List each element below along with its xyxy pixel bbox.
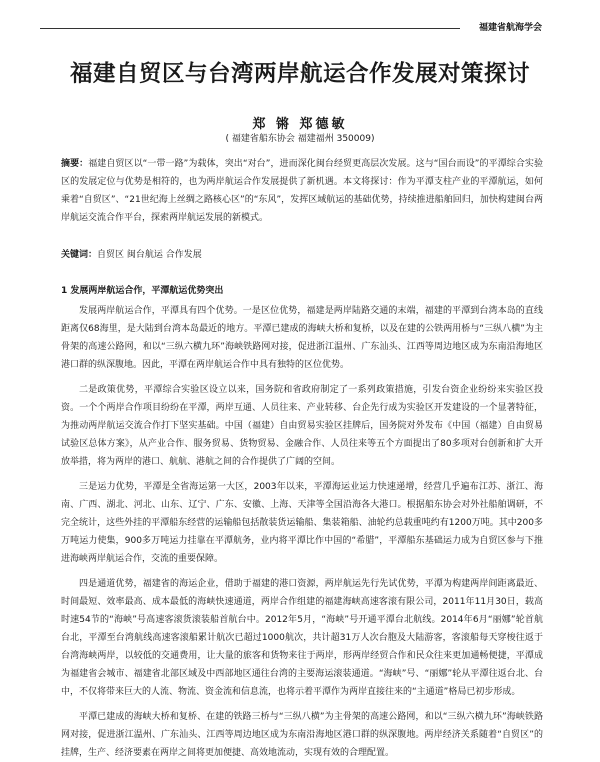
section-heading: 1 发展两岸航运合作，平潭航运优势突出 <box>61 286 224 296</box>
header-rule <box>40 28 460 29</box>
paragraph: 发展两岸航运合作，平潭具有四个优势。一是区位优势，福建是两岸陆路交通的末端，福建的平潭到台湾本岛的直线距离仅68海里，是大陆到台湾本岛最近的地方。平潭已建成的海峡大桥和复桥，以及在建的公铁两用桥与“三纵八横”为主骨架的高速公路网，和以“三纵六横九环”海峡铁路网对接，促进浙江温州、广东汕头、江西等周边地区成为东南沿海地区港口群的纵深腹地。因此，平潭在两岸航运合作中具有独特的区位优势。 <box>61 306 543 370</box>
paragraph: 三是运力优势，平潭是全省海运第一大区，2003年以来，平潭海运业运力快速递增，经营几乎遍布江苏、浙江、海南、广西、湖北、河北、山东、辽宁、广东、安徽、上海、天津等全国沿海各大港口。根据船东协会对外社船舶调研，不完全统计，这些外挂的平潭船东经营的运输船包括散装货运输船、集装箱船、油轮约总载重吨约有1200万吨。其中200多万吨运力使集，900多万吨运力挂靠在平潭航务，业内将平潭比作中国的“希腊”，平潭船东基础运力成为自贸区参与下推进海峡两岸航运合作，交流的重要保障。 <box>61 482 543 564</box>
paragraph: 二是政策优势，平潭综合实验区设立以来，国务院和省政府制定了一系列政策措施，引发台资企业纷纷来实验区投资。一个个两岸合作项目纷纷在平潭，两岸互通、人员往来、产业转移、台企先行成为实验区开发建设的一个显著特征，为推动两岸航运交流合作打下坚实基础。中国（福建）自由贸易实验区挂牌后，国务院对外发布《中国（福建）自由贸易试验区总体方案》，从产业合作、服务贸易、货物贸易、金融合作、人员往来等五个方面提出了80多项对台创新和扩大开放举措，将为两岸的港口、航航、港航之间的合作提供了广阔的空间。 <box>61 385 543 467</box>
abstract-text: 福建自贸区以“一带一路”为载体，突出“对台”，进而深化闽台经贸更高层次发展。这与“国台而设”的平潭综合实验区的发展定位与优势是相符的，也为两岸航运合作发展提供了新机遇。本文将探讨：作为平潭支柱产业的平潭航运，如何乘着“自贸区”、“21世纪海上丝绸之路核心区”的“东风”，发挥区域航运的基础优势，持续推进船舶回归，加快构建闽台两岸航运交流合作平台，探索两岸航运发展的新模式。 <box>61 159 543 223</box>
keywords-text: 自贸区 闽台航运 合作发展 <box>97 250 202 260</box>
abstract-label: 摘要： <box>61 159 89 169</box>
keywords-label: 关键词： <box>61 250 98 260</box>
affiliation: ( 福建省船东协会 福建福州 350009) <box>225 134 375 144</box>
keywords <box>61 246 543 264</box>
authors: 郑 锵 郑德敏 <box>252 117 348 132</box>
paragraph: 四是通道优势，福建省的海运企业，借助于福建的港口资源，两岸航运先行先试优势，平潭为构建两岸间距离最近、时间最短、效率最高、成本最低的海峡快速通道，两岸合作组建的福建海峡高速客滚有限公司，2011年11月30日，载高时速54节的“海峡”号高速客滚货滚装船首航台中。2012年5月，“海峡”号开通平潭台北航线。2014年6月“丽娜”轮首航台北，平潭至台湾航线高速客滚船累计航次已超过1000航次，共计超31万人次台胞及大陆游客，客滚船每天穿梭往返于台湾海峡两岸，以较低的交通费用，让大量的旅客和货物来往于两岸，形两岸经贸合作和民众往来更加通畅便捷，平潭成为福建省会城市、福建省北部区域及中西部地区通往台湾的主要海运滚装通道。“海峡”号、“丽娜”轮从平潭往返台北、台中，不仅将带来巨大的人流、物流、资金流和信息流，也将示着平潭作为两岸直接往来的“主通道”格局已初步形成。 <box>61 579 543 697</box>
paragraph: 平潭已建成的海峡大桥和复桥、在建的铁路三桥与“三纵八横”为主骨架的高速公路网，和以“三纵六横九环”海峡铁路网对接，促进浙江温州、广东汕头、江西等周边地区成为东南沿海地区港口群的纵深腹地。两岸经济关系随着“自贸区”的挂牌，生产、经济要素在两岸之间将更加便捷、高效地流动，实现有效的合理配置。 <box>61 712 543 758</box>
paper-title: 福建自贸区与台湾两岸航运合作发展对策探讨 <box>69 61 530 87</box>
body-text <box>61 302 543 762</box>
journal-name: 福建省航海学会 <box>478 23 542 33</box>
abstract <box>61 155 543 227</box>
